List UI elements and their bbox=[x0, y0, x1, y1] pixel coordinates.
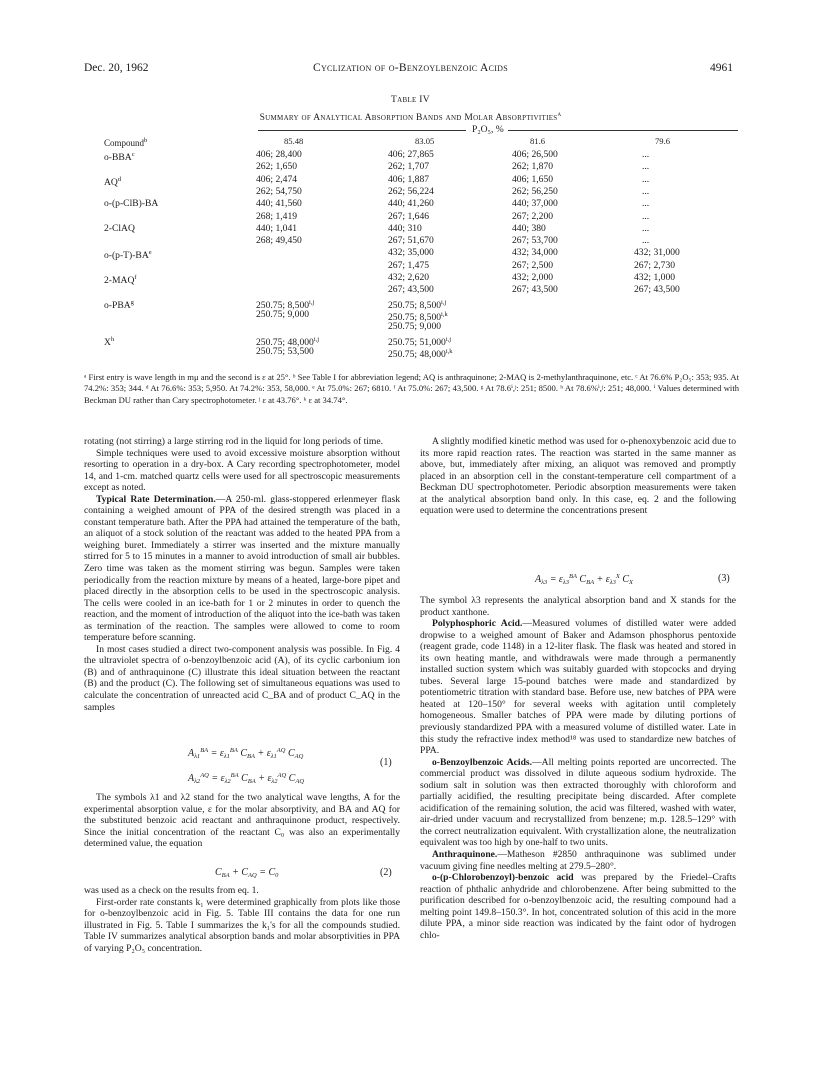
footnote-mark: i,k bbox=[445, 347, 453, 355]
table-cell: ... bbox=[642, 235, 650, 247]
table-row-label: o-(p-ClB)-BA bbox=[104, 198, 159, 210]
table-cell: 262; 56,224 bbox=[388, 185, 434, 197]
paragraph: Anthraquinone.—Matheson #2850 anthraquinone was sublimed under vacuum giving fine needles melting at 279.5–280°. bbox=[420, 849, 736, 872]
table-cell: 250.75; 48,000$^{i,k}$ bbox=[388, 347, 453, 360]
run-in-heading: o-Benzoylbenzoic Acids. bbox=[432, 756, 533, 768]
table-cell: 250.75; 8,500$^{i,j}$ bbox=[388, 298, 447, 311]
run-in-heading: Typical Rate Determination. bbox=[96, 493, 216, 505]
table-header-rule-left bbox=[258, 130, 466, 131]
table-cell: 268; 1,419 bbox=[256, 210, 298, 222]
footnote-mark: c bbox=[131, 151, 135, 158]
table-label: Table IV bbox=[391, 95, 430, 105]
table-cell: 432; 31,000 bbox=[634, 247, 680, 259]
table-cell: ... bbox=[642, 198, 650, 210]
table-cell: 440; 41,560 bbox=[256, 198, 302, 210]
equation-2-number: (2) bbox=[380, 867, 392, 878]
table-row-label: o-BBA$^c$ bbox=[104, 151, 135, 163]
table-cell: 406; 26,500 bbox=[512, 149, 558, 160]
paragraph: Typical Rate Determination.—A 250-ml. glass-stoppered erlenmeyer flask containing a weighed amount of PPA of the desired strength was placed in a constant temperature bath. After the PPA had attained the temperature of the bath, an aliquot of a stock solution of the reactant was added to the heated PPA from a weighing buret. Immediately a stirrer was inserted and the mixture manually stirred for 5 to 15 minutes in a manner to avoid introduction of small air bubbles. Zero time was taken as the moment stirring was begun. Samples were taken periodically from the reaction mixture by means of a heated, large-bore pipet and placed directly in the absorption cells to be used in the spectroscopic analysis. The cells were cooled in an ice-bath for 1 or 2 minutes in order to quench the reaction, and the moment of introduction of the aliquot into the ice-bath was taken as termination of the reaction. The samples were allowed to come to room temperature before scanning. bbox=[84, 493, 400, 644]
footnote-mark: f bbox=[134, 274, 137, 281]
table-compound-header: Compound$^b$ bbox=[104, 137, 148, 148]
run-in-heading: o-(p-Chlorobenzoyl)-benzoic acid bbox=[432, 872, 574, 884]
equation-3: $A_{\lambda 3} = \varepsilon_{\lambda 3}^{BA}$ $C_{BA} + \varepsilon_{\lambda 3}^X$ $C_X$ bbox=[535, 573, 633, 586]
footnote-mark: i,k bbox=[441, 310, 448, 318]
table-cell: 406; 2,474 bbox=[256, 173, 298, 185]
table-cell: 440; 380 bbox=[512, 222, 546, 234]
table-column-header: 83.05 bbox=[415, 136, 435, 146]
table-cell: 250.75; 9,000 bbox=[388, 321, 442, 333]
table-cell: 250.75; 51,000$^{i,j}$ bbox=[388, 335, 452, 348]
table-cell: 267; 43,500 bbox=[388, 284, 434, 296]
equation-2: $C_{BA} + C_{AQ} = C_0$ bbox=[215, 867, 279, 879]
table-cell: 250.75; 53,500 bbox=[256, 345, 314, 357]
run-in-heading: Polyphosphoric Acid. bbox=[432, 618, 523, 630]
table-cell: 432; 1,000 bbox=[634, 272, 676, 283]
paragraph: Simple techniques were used to avoid excessive moisture absorption without resorting to operation in a dry-box. A Cary recording spectrophotometer, model 14, and 1-cm. matched quartz cells were used for all spectroscopic measurements except as noted. bbox=[84, 447, 400, 494]
table-cell: 432; 2,620 bbox=[388, 272, 430, 283]
table-cell: ... bbox=[642, 222, 650, 234]
footnote-mark: i,j bbox=[309, 298, 315, 306]
running-title: Cyclization of o-Benzoylbenzoic Acids bbox=[313, 62, 508, 74]
table-row-label: $o-(p-T)-BA^e$ bbox=[104, 249, 152, 262]
table-cell: 262; 56,250 bbox=[512, 185, 558, 197]
table-row-label: 2-MAQ$^f$ bbox=[104, 274, 137, 286]
table-cell: ... bbox=[642, 149, 650, 160]
paragraph: o-Benzoylbenzoic Acids.—All melting points reported are uncorrected. The commercial product was dissolved in dilute aqueous sodium hydroxide. The sodium salt in solution was then extracted thoroughly with chloroform and partially acidified, the resulting precipitate being discarded. After complete acidification of the remaining solution, the acid was filtered, washed with water, air-dried under vacuum and recrystallized from benzene; m.p. 128.5–129° with the correct neutralization equivalent. With crystallization alone, the neutralization equivalent was too high by one-half to two units. bbox=[420, 756, 736, 849]
paragraph: A slightly modified kinetic method was used for o-phenoxybenzoic acid due to its more rapid reaction rates. The reaction was started in the same manner as above, but, immediately after mixing, an aliquot was removed and promptly placed in an absorption cell in the constant-temperature cell compartment of a Beckman DU spectrophotometer. Periodic absorption measurements were taken at the analytical absorption band only. In this case, eq. 2 and the following equation were used to determine the concentrations present bbox=[420, 436, 736, 517]
page-number: 4961 bbox=[710, 62, 733, 74]
paragraph: Polyphosphoric Acid.—Measured volumes of distilled water were added dropwise to a weighed amount of Baker and Adamson phosphorus pentoxide (reagent grade, code 1148) in a 12-liter flask. The flask was heated and stored in its own heating mantle, and withdrawals were made through a permanently installed suction system which was suitably guarded with stopcocks and drying tubes. Several large 15-pound batches were made and standardized by potentiometric titration with standard base. Before use, new batches of PPA were heated at 120–150° for several weeks with agitation until completely homogeneous. Smaller batches of PPA were made by diluting portions of previously standardized PPA with a measured volume of distilled water. Late in this study the refractive index method¹⁸ was used to standardize new batches of PPA. bbox=[420, 618, 736, 757]
table-row-label: 2-ClAQ bbox=[104, 222, 135, 234]
paragraph: The symbols λ1 and λ2 stand for the two analytical wave lengths, A for the experimental absorption value, ε for the molar absorptivity, and BA and AQ for the substituted benzoic acid reactant and anthraquinone product, respectively. Since the initial concentration of the reactant C₀ was also an experimentally determined value, the equation bbox=[84, 792, 400, 850]
right-column-lower bbox=[420, 595, 736, 941]
table-cell: 267; 2,200 bbox=[512, 210, 554, 222]
table-cell: ... bbox=[642, 210, 650, 222]
table-cell: 267; 2,730 bbox=[634, 259, 676, 271]
table-cell: 406; 1,887 bbox=[388, 173, 430, 185]
table-cell: 267; 53,700 bbox=[512, 235, 558, 247]
paragraph: o-(p-Chlorobenzoyl)-benzoic acid was prepared by the Friedel–Crafts reaction of phthalic anhydride and chlorobenzene. After being submitted to the purification described for o-benzoylbenzoic acid, the resulting compound had a melting point 149.8–150.3°. In hot, concentrated solution of this acid in the more dilute PPA, a minor side reaction was indicated by the faint odor of hydrogen chlo- bbox=[420, 872, 736, 941]
footnote-mark: g bbox=[130, 298, 134, 306]
paragraph: In most cases studied a direct two-component analysis was possible. In Fig. 4 the ultraviolet spectra of o-benzoylbenzoic acid (A), of its cyclic carbonium ion (B) and of anthraquinone (C) illustrate this ideal situation between the reactant (B) and the product (C). The following set of simultaneous equations was used to calculate the concentration of unreacted acid C_BA and of product C_AQ in the samples bbox=[84, 643, 400, 713]
table-cell: 267; 1,646 bbox=[388, 210, 430, 222]
paragraph: was used as a check on the results from eq. 1. bbox=[84, 885, 259, 896]
equation-1a: $A_{\lambda 1}^{BA} = \varepsilon_{\lambda 1}^{BA}$ $C_{BA} + \varepsilon_{\lambda 1}^{AQ}$ $C_{AQ}$ bbox=[188, 747, 304, 760]
footnote-mark: h bbox=[110, 335, 115, 343]
table-column-header: 81.6 bbox=[530, 136, 546, 146]
table-cell: 267; 2,500 bbox=[512, 259, 554, 271]
table-cell: 267; 43,500 bbox=[634, 284, 680, 296]
footnote-mark: d bbox=[117, 175, 122, 183]
table-cell: 440; 1,041 bbox=[256, 222, 298, 234]
table-cell: 250.75; 48,000$^{i,j}$ bbox=[256, 335, 320, 348]
paragraph: rotating (not stirring) a large stirring rod in the liquid for long periods of time. bbox=[84, 436, 384, 447]
table-column-header: 85.48 bbox=[284, 136, 304, 146]
table-cell: ... bbox=[642, 161, 650, 173]
left-column-end bbox=[84, 885, 400, 954]
table-cell: 440; 37,000 bbox=[512, 198, 558, 210]
table-column-header: 79.6 bbox=[655, 136, 671, 146]
table-title: Summary of Analytical Absorption Bands and Molar Absorptivities$^a$ bbox=[259, 111, 562, 123]
table-cell: 406; 27,865 bbox=[388, 149, 434, 160]
table-cell: 262; 54,750 bbox=[256, 185, 302, 197]
table-cell: 432; 35,000 bbox=[388, 247, 434, 259]
table-cell: 432; 2,000 bbox=[512, 272, 554, 283]
table-cell: 250.75; 8,500$^{i,j}$ bbox=[256, 298, 315, 311]
footnote-mark: i,j bbox=[441, 298, 447, 306]
left-column bbox=[84, 436, 400, 713]
table-cell: 267; 1,475 bbox=[388, 259, 430, 271]
footnote-mark: i,j bbox=[445, 335, 452, 343]
left-column-lower bbox=[84, 792, 400, 850]
table-cell: 262; 1,707 bbox=[388, 161, 430, 173]
table-row-label: $X^h$ bbox=[104, 335, 115, 348]
table-cell: 440; 310 bbox=[388, 222, 422, 234]
run-in-heading: Anthraquinone. bbox=[432, 849, 498, 861]
table-group-header: P₂O₅, % bbox=[472, 124, 504, 135]
paragraph: The symbol λ3 represents the analytical absorption band and X stands for the product xanthone. bbox=[420, 595, 736, 618]
footnote-mark: e bbox=[148, 249, 152, 257]
equation-1-number: (1) bbox=[380, 757, 392, 768]
table-cell: 267; 51,670 bbox=[388, 235, 434, 247]
table-cell: 406; 1,650 bbox=[512, 173, 554, 185]
table-cell: 250.75; 8,500$^{i,k}$ bbox=[388, 310, 448, 323]
table-cell: 268; 49,450 bbox=[256, 235, 302, 247]
table-cell: ... bbox=[642, 173, 650, 185]
paragraph: First-order rate constants k₁ were determined graphically from plots like those for o-benzoylbenzoic acid in Fig. 5. Table III contains the data for one run illustrated in Fig. 5. Table I summarizes the k₁'s for all the compounds studied. Table IV summarizes analytical absorption bands and molar absorptivities in PPA of varying P₂O₅ concentration. bbox=[84, 896, 400, 954]
table-row-label: $AQ^d$ bbox=[104, 175, 122, 188]
table-cell: 262; 1,650 bbox=[256, 161, 298, 173]
table-cell: 440; 41,260 bbox=[388, 198, 434, 210]
table-cell: 432; 34,000 bbox=[512, 247, 558, 259]
right-column bbox=[420, 436, 736, 517]
table-footnote: ᵃ First entry is wave length in mμ and the second is ε at 25°. ᵇ See Table I for abbreviation legend; AQ is anthraquinone; 2-MAQ is 2-methylanthraquinone, etc. ᶜ At 76.6% P₂O₅: 353; 935. At 74.2%: 353; 344. ᵈ At 76.6%: 353; 5,950. At 74.2%: 353, 58,000. ᵉ At 75.0%: 267; 6810. ᶠ At 75.0%: 267; 43,500. ᵍ At 78.6ⁱ,ʲ: 251; 8500. ʰ At 78.6%ⁱ,ʲ: 251; 48,000. ⁱ Values determined with Beckman DU rather than Cary spectrophotometer. ʲ ε at 43.76°. ᵏ ε at 34.74°. bbox=[84, 372, 739, 405]
running-date: Dec. 20, 1962 bbox=[84, 62, 149, 74]
table-cell: 250.75; 9,000 bbox=[256, 308, 310, 320]
table-cell: 267; 43,500 bbox=[512, 284, 558, 296]
table-cell: 262; 1,870 bbox=[512, 161, 554, 173]
equation-1b: $A_{\lambda 2}^{AQ} = \varepsilon_{\lambda 2}^{BA}$ $C_{BA} + \varepsilon_{\lambda 2}^{AQ}$ $C_{AQ}$ bbox=[188, 772, 305, 785]
table-cell: ... bbox=[642, 185, 650, 197]
footnote-mark: i,j bbox=[313, 335, 320, 343]
table-row-label: o-PBA$^g$ bbox=[104, 298, 134, 311]
table-cell: 406; 28,400 bbox=[256, 149, 302, 160]
equation-3-number: (3) bbox=[718, 573, 730, 584]
table-header-rule-right bbox=[508, 130, 738, 131]
